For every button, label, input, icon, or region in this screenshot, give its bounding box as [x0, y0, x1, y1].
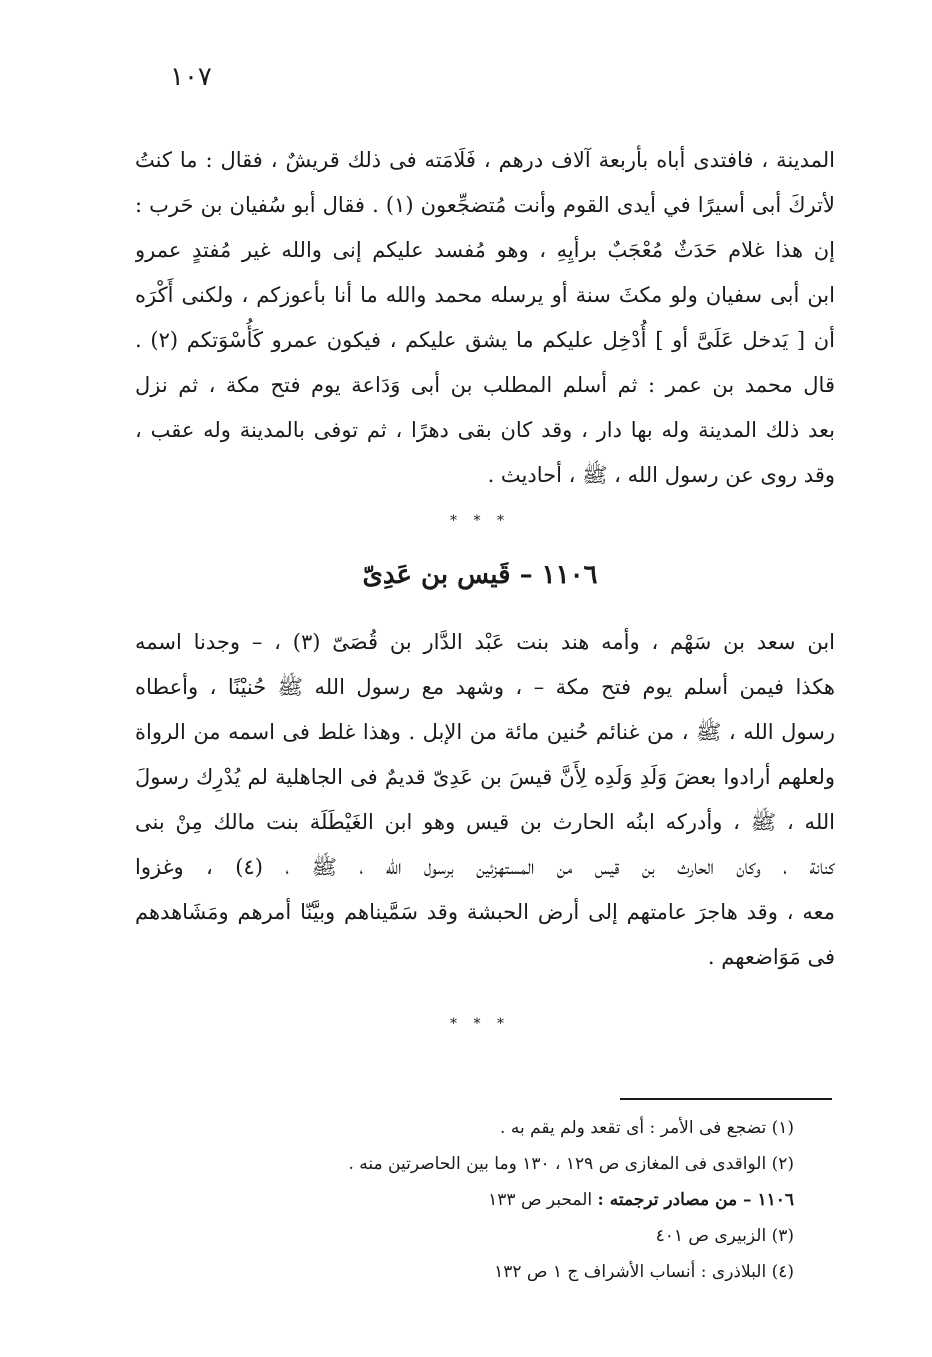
text-line: ابن أبى سفيان ولو مكثَ سنة أو يرسله محمد والله ما أنا بأعوزكم ، ولكنى أَكْرَه [135, 283, 835, 307]
footnote-divider [620, 1098, 832, 1100]
footnote-item: (٤) البلاذرى : أنساب الأشراف ج ١ ص ١٣٢ [494, 1262, 794, 1282]
footnote-item: (٢) الواقدى فى المغازى ص ١٢٩ ، ١٣٠ وما بين الحاصرتين منه . [348, 1154, 794, 1174]
text-line: ولعلهم أرادوا بعضَ وَلَدِ وَلَدِه لِأَنَّ قيسَ بن عَدِىّ قديمٌ فى الجاهلية لم يُدْرِك رسولَ [135, 765, 835, 789]
text-line: إن هذا غلام حَدَثٌ مُعْجَبٌ برأيِهِ ، وهو مُفسد عليكم إنى والله غير مُفتدٍ عمرو [135, 238, 835, 262]
text-line: ابن سعد بن سَهْم ، وأمه هند بنت عَبْد الدَّار بن قُصَىّ (٣) ، – وجدنا اسمه [135, 630, 835, 654]
footnote-sources [274, 1182, 794, 1218]
text-line: المدينة ، فافتدى أباه بأربعة آلاف درهم ، فَلَامَته فى ذلك قريشٌ ، فقال : ما كنتُ [135, 148, 835, 172]
text-line: معه ، وقد هاجرَ عامتهم إلى أرض الحبشة وقد سَمَّيناهم وبيَّنّا أمرهم ومَشَاهدهم [135, 900, 835, 924]
text-line: أن [ يَدخل عَلَىَّ أو ] أُدْخِل عليكم ما يشق عليكم ، فيكون عمرو كَأُسْوَتكم (٢) . [135, 328, 835, 352]
footnote-item: (٣) الزبيرى ص ٤٠١ [655, 1226, 794, 1246]
footnotes [274, 1110, 794, 1290]
text-line: رسول الله ، ﷺ ، من غنائم حُنين مائة من الإبل . وهذا غلط فى اسمه من الرواة [135, 720, 835, 744]
section-separator: * * * [450, 513, 510, 529]
text-line: لأتركَ أبى أسيرًا في أيدى القوم وأنت مُتضجِّعون (١) . فقال أبو سُفيان بن حَرب : [135, 193, 835, 217]
footnote-sources-heading: ١١٠٦ – من مصادر ترجمته : [597, 1190, 794, 1210]
section-separator: * * * [450, 1016, 510, 1032]
footnote-item: (١) تضجع فى الأمر : أى تقعد ولم يقم به . [500, 1118, 794, 1138]
paragraph-entry [135, 620, 835, 980]
text-line: وقد روى عن رسول الله ، ﷺ ، أحاديث . [487, 463, 835, 487]
text-line: قال محمد بن عمر : ثم أسلم المطلب بن أبى وَدَاعة يوم فتح مكة ، ثم نزل [135, 373, 835, 397]
text-line: بعد ذلك المدينة وله بها دار ، وقد كان بقى دهرًا ، ثم توفى بالمدينة وله عقب ، [135, 418, 835, 442]
text-line: الله ، ﷺ ، وأدركه ابنُه الحارث بن قيس وهو ابن الغَيْطَلَة بنت مالك مِنْ بنى [135, 810, 835, 834]
footnote-sources-ref: المحبر ص ١٣٣ [488, 1190, 593, 1210]
text-line: كنانة ، وكان الحارث بن قيس من المستهزئين برسول الله ، ﷺ ، (٤) ، وغزوا [135, 855, 835, 879]
paragraph-continuation [135, 138, 835, 498]
page-number: ١٠٧ [170, 62, 212, 92]
text-line: فى مَوَاضعهم . [707, 945, 835, 969]
text-line: هكذا فيمن أسلم يوم فتح مكة – ، وشهد مع رسول الله ﷺ حُنيْنًا ، وأعطاه [135, 675, 835, 699]
entry-heading: ١١٠٦ – قَيس بن عَدِىّ [362, 560, 598, 590]
